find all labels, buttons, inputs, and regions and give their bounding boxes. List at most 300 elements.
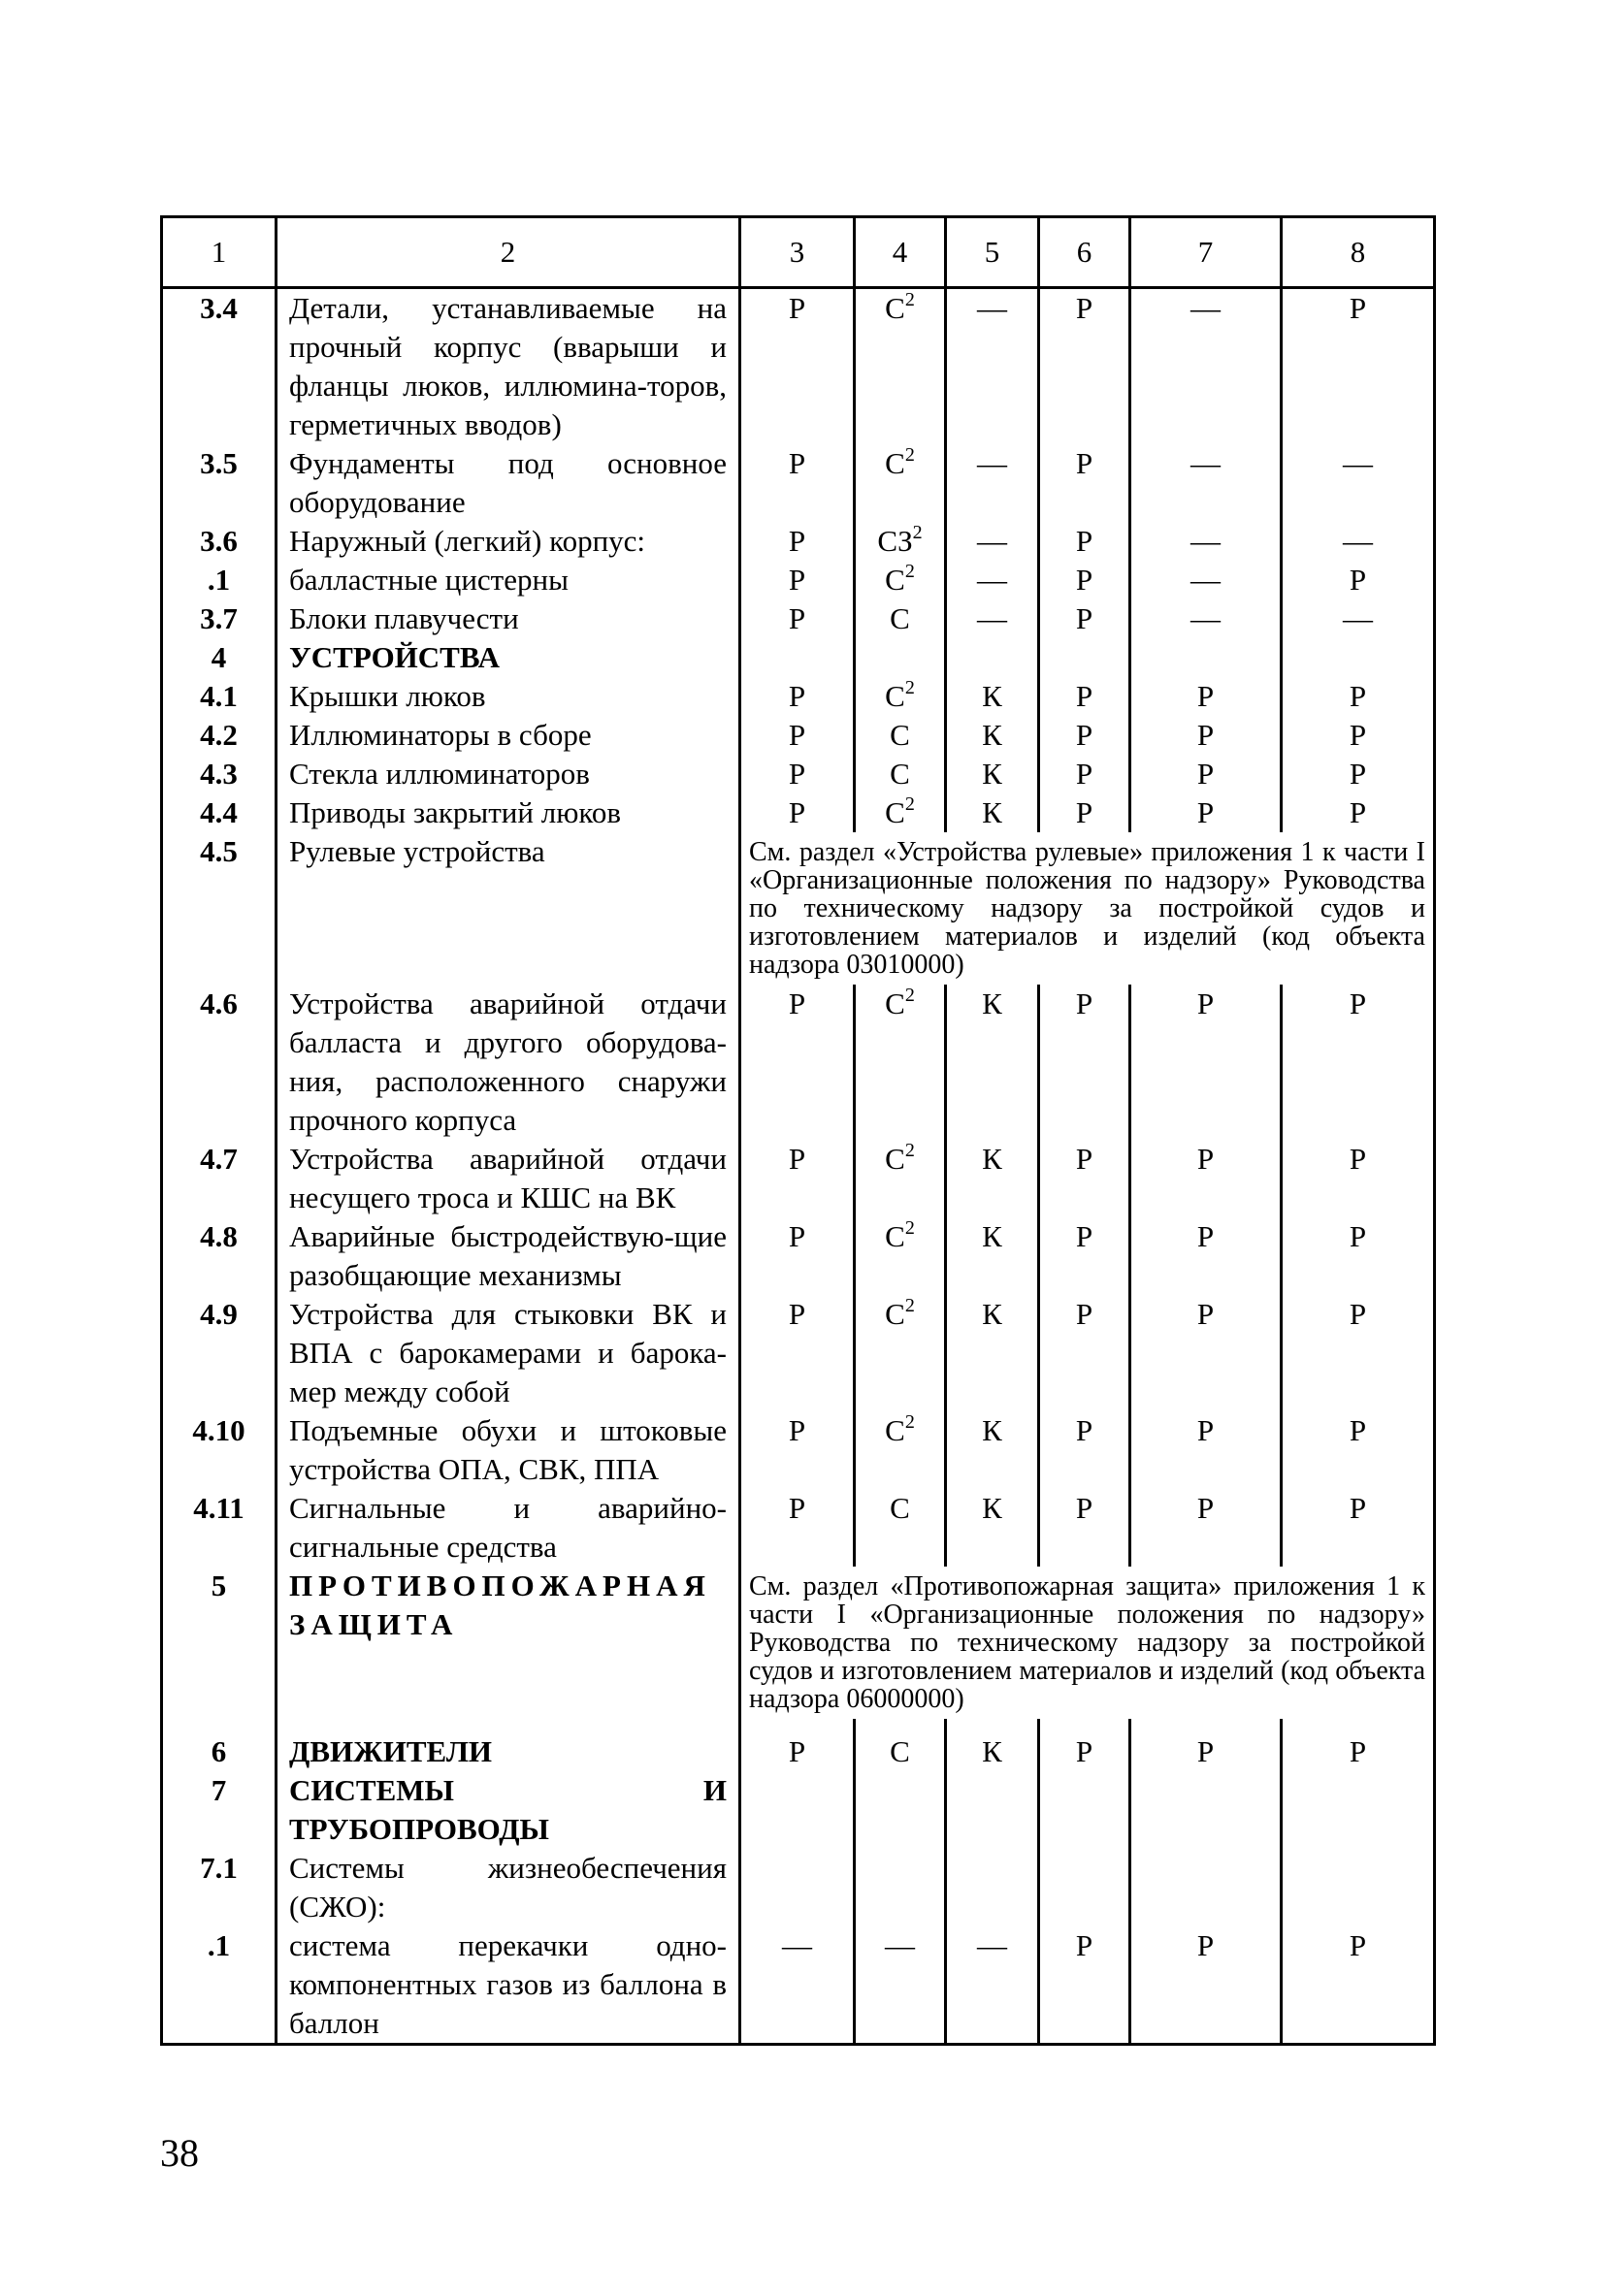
header-cell: 3 [740,217,855,288]
value-text: С [885,1219,905,1253]
value-text: К [982,1142,1002,1176]
spacer-row [162,1719,1435,1732]
table-row [162,522,1435,561]
value-cell [1130,1926,1282,2045]
value-text: — [1190,446,1221,480]
row-description: балластные цистерны [277,561,740,599]
value-cell [740,755,855,793]
value-cell [1282,716,1435,755]
value-text: К [982,1219,1002,1253]
value-text: К [982,986,1002,1020]
value-cell [1130,1771,1282,1849]
table-body [162,288,1435,2045]
header-cell: 8 [1282,217,1435,288]
footnote-marker: 2 [904,984,915,1006]
value-cell [1039,1771,1130,1849]
value-cell [1130,677,1282,716]
value-text: Р [788,986,806,1020]
value-cell [1039,716,1130,755]
value-cell [1282,599,1435,638]
value-cell [1130,793,1282,832]
row-number: 4.9 [200,1297,238,1331]
value-cell [946,1732,1039,1771]
value-text: Р [1075,986,1093,1020]
row-description: Аварийные быстродействую-щие разобщающие механизмы [277,1217,740,1295]
spacer-cell [277,1719,740,1732]
row-description: Устройства для стыковки ВК и ВПА с барокамерами и барока-мер между собой [277,1295,740,1411]
value-cell [1130,522,1282,561]
value-cell [946,638,1039,677]
row-number: 4 [211,640,227,674]
value-text: Р [788,1413,806,1447]
value-cell [1039,1217,1130,1295]
value-text: Р [1075,1491,1093,1525]
value-cell [740,638,855,677]
value-cell [855,985,946,1140]
value-text: — [782,1928,812,1962]
value-text: Р [1349,986,1367,1020]
value-text: — [1343,524,1373,558]
value-text: С [885,1142,905,1176]
row-number: 5 [211,1568,227,1602]
value-cell [855,716,946,755]
footnote-marker: 2 [904,560,915,582]
value-cell [1282,1140,1435,1217]
value-cell [855,1489,946,1567]
value-text: С [885,1297,905,1331]
value-cell [740,1140,855,1217]
row-description: СИСТЕМЫ И ТРУБОПРОВОДЫ [277,1771,740,1849]
row-description: ПРОТИВОПОЖАРНАЯ ЗАЩИТА [277,1567,740,1719]
value-cell [740,288,855,445]
spacer-cell [855,1719,946,1732]
value-text: Р [1349,795,1367,829]
value-cell [1282,444,1435,522]
value-cell [1039,599,1130,638]
table-row [162,716,1435,755]
value-cell [946,793,1039,832]
spacer-cell [740,1719,855,1732]
value-cell [1130,985,1282,1140]
page-number: 38 [160,2131,199,2175]
footnote-marker: 2 [904,792,915,815]
value-cell [855,755,946,793]
value-text: Р [1349,1297,1367,1331]
value-text: Р [1196,795,1215,829]
row-number: .1 [207,1928,231,1962]
spacer-cell [162,1719,277,1732]
value-cell [855,1732,946,1771]
value-cell [740,1489,855,1567]
value-cell [740,1411,855,1489]
spacer-cell [1039,1719,1130,1732]
value-text: Р [788,601,806,635]
table-row [162,832,1435,985]
value-cell [946,288,1039,445]
value-cell [1282,522,1435,561]
row-number: 3.6 [200,524,238,558]
value-cell [1039,1295,1130,1411]
value-text: Р [1196,679,1215,713]
value-text: — [977,291,1007,325]
value-text: — [1343,446,1373,480]
value-text: К [982,718,1002,752]
row-number: .1 [207,563,231,597]
value-text: С [885,795,905,829]
spacer-cell [1130,1719,1282,1732]
row-description: УСТРОЙСТВА [277,638,740,677]
header-cell: 2 [277,217,740,288]
value-cell [740,985,855,1140]
row-description: система перекачки одно-компонентных газов из баллона в баллон [277,1926,740,2045]
value-text: С [885,563,905,597]
table-header-row [162,217,1435,288]
value-cell [1282,793,1435,832]
value-text: Р [1075,1297,1093,1331]
value-cell [1130,288,1282,445]
row-number: 6 [211,1734,227,1768]
value-cell [1282,985,1435,1140]
value-text: СЗ [877,524,913,558]
value-cell [946,1849,1039,1926]
value-text: Р [1075,446,1093,480]
table-row [162,677,1435,716]
value-cell [946,599,1039,638]
value-cell [1039,1489,1130,1567]
value-text: Р [788,1219,806,1253]
table-row [162,755,1435,793]
row-description: Наружный (легкий) корпус: [277,522,740,561]
row-number: 3.4 [200,291,238,325]
value-cell [1130,1732,1282,1771]
table-row [162,638,1435,677]
value-text: Р [788,1491,806,1525]
row-note: См. раздел «Противопожарная защита» приложения 1 к части I «Организационные положения по надзору» Руководства по техническому надзору за постройкой судов и изготовлением материалов и изделий (код объекта надзора 06000000) [740,1567,1435,1719]
table-row [162,561,1435,599]
value-cell [1039,985,1130,1140]
row-description: ДВИЖИТЕЛИ [277,1732,740,1771]
table-row [162,444,1435,522]
footnote-marker: 2 [904,1410,915,1433]
footnote-marker: 2 [904,443,915,466]
value-text: Р [1075,563,1093,597]
value-cell [740,1732,855,1771]
value-text: С [890,1491,910,1525]
value-cell [740,522,855,561]
value-cell [1130,638,1282,677]
value-text: К [982,1413,1002,1447]
row-number: 4.3 [200,757,238,791]
value-cell [1039,1140,1130,1217]
row-number: 4.7 [200,1142,238,1176]
value-text: К [982,795,1002,829]
value-cell [946,755,1039,793]
value-text: Р [1196,757,1215,791]
value-cell [740,1926,855,2045]
classification-table [160,215,1436,2046]
value-cell [946,444,1039,522]
row-description: Иллюминаторы в сборе [277,716,740,755]
value-cell [1282,638,1435,677]
row-number: 4.2 [200,718,238,752]
value-text: — [1190,601,1221,635]
value-text: С [885,1413,905,1447]
table-row [162,1732,1435,1771]
row-description: Рулевые устройства [277,832,740,985]
value-cell [855,1771,946,1849]
value-text: — [885,1928,915,1962]
row-description: Приводы закрытий люков [277,793,740,832]
value-cell [1039,288,1130,445]
value-text: Р [788,1297,806,1331]
row-number: 4.5 [200,834,238,868]
value-cell [855,1411,946,1489]
value-text: Р [1196,718,1215,752]
value-text: — [1190,291,1221,325]
row-description: Системы жизнеобеспечения (СЖО): [277,1849,740,1926]
value-cell [1130,1411,1282,1489]
value-text: Р [1075,1734,1093,1768]
value-text: Р [1196,1734,1215,1768]
value-text: Р [788,795,806,829]
footnote-marker: 2 [904,1294,915,1316]
value-cell [1282,288,1435,445]
value-cell [1282,1217,1435,1295]
value-cell [1039,1849,1130,1926]
value-text: Р [788,291,806,325]
row-number: 4.11 [193,1491,244,1525]
value-cell [1039,638,1130,677]
value-text: Р [1075,718,1093,752]
value-text: Р [788,446,806,480]
value-text: Р [1349,1142,1367,1176]
value-cell [740,1217,855,1295]
value-text: С [890,718,910,752]
row-number: 3.5 [200,446,238,480]
value-text: Р [1349,1413,1367,1447]
value-text: Р [1349,1734,1367,1768]
value-cell [1282,1732,1435,1771]
value-text: Р [1349,718,1367,752]
value-text: Р [1075,1928,1093,1962]
value-text: Р [1075,1142,1093,1176]
header-cell: 7 [1130,217,1282,288]
value-text: — [977,446,1007,480]
value-text: Р [1349,1928,1367,1962]
value-cell [1039,755,1130,793]
value-cell [946,1411,1039,1489]
value-cell [946,1140,1039,1217]
value-text: Р [1196,1219,1215,1253]
value-cell [1039,561,1130,599]
value-cell [946,522,1039,561]
table-row [162,793,1435,832]
row-description: Сигнальные и аварийно-сигнальные средства [277,1489,740,1567]
header-cell: 1 [162,217,277,288]
value-cell [740,716,855,755]
value-text: — [977,601,1007,635]
row-description: Устройства аварийной отдачи несущего троса и КШС на ВК [277,1140,740,1217]
row-description: Детали, устанавливаемые на прочный корпус (вварыши и фланцы люков, иллюмина-торов, герметичных вводов) [277,288,740,445]
value-text: С [885,679,905,713]
value-cell [946,1295,1039,1411]
value-cell [740,677,855,716]
value-cell [855,1295,946,1411]
value-cell [1039,793,1130,832]
value-cell [1039,522,1130,561]
value-text: Р [788,757,806,791]
row-description: Устройства аварийной отдачи балласта и другого оборудова-ния, расположенного снаружи прочного корпуса [277,985,740,1140]
value-cell [1130,1217,1282,1295]
value-text: К [982,1491,1002,1525]
value-cell [1282,1411,1435,1489]
value-text: Р [1349,1491,1367,1525]
value-text: Р [1196,1297,1215,1331]
value-cell [1130,599,1282,638]
value-text: — [1343,601,1373,635]
value-text: Р [1349,679,1367,713]
value-cell [1130,1140,1282,1217]
value-text: Р [1196,1142,1215,1176]
value-cell [1130,716,1282,755]
value-text: К [982,1734,1002,1768]
value-cell [1282,1849,1435,1926]
row-number: 7 [211,1773,227,1807]
row-number: 3.7 [200,601,238,635]
value-text: Р [1349,563,1367,597]
row-number: 4.8 [200,1219,238,1253]
value-text: Р [1349,757,1367,791]
value-text: — [977,1928,1007,1962]
value-cell [946,677,1039,716]
value-cell [855,1140,946,1217]
value-cell [1282,755,1435,793]
row-number: 7.1 [200,1851,238,1885]
value-text: Р [1349,1219,1367,1253]
value-text: Р [788,1142,806,1176]
value-text: — [1190,524,1221,558]
value-cell [1039,1926,1130,2045]
table-row [162,1926,1435,2045]
value-cell [740,1295,855,1411]
value-text: Р [1196,1413,1215,1447]
value-text: Р [788,718,806,752]
value-text: С [885,291,905,325]
footnote-marker: 2 [904,1216,915,1239]
value-cell [740,1771,855,1849]
table-row [162,985,1435,1140]
value-cell [946,1771,1039,1849]
header-cell: 4 [855,217,946,288]
value-text: Р [788,524,806,558]
value-text: С [890,601,910,635]
spacer-cell [1282,1719,1435,1732]
table-row [162,1295,1435,1411]
spacer-cell [946,1719,1039,1732]
row-description: Фундаменты под основное оборудование [277,444,740,522]
value-cell [946,1489,1039,1567]
row-description: Стекла иллюминаторов [277,755,740,793]
value-cell [946,1217,1039,1295]
value-cell [740,561,855,599]
row-number: 4.10 [192,1413,245,1447]
value-cell [740,1849,855,1926]
value-cell [946,716,1039,755]
row-description: Подъемные обухи и штоковые устройства ОПА, СВК, ППА [277,1411,740,1489]
value-text: С [890,757,910,791]
table-row [162,1849,1435,1926]
value-cell [855,561,946,599]
value-text: Р [1075,524,1093,558]
header-cell: 6 [1039,217,1130,288]
table-row [162,1411,1435,1489]
value-cell [855,1849,946,1926]
value-text: Р [788,679,806,713]
row-description: Крышки люков [277,677,740,716]
value-cell [1039,1732,1130,1771]
footnote-marker: 2 [904,288,915,310]
value-cell [740,793,855,832]
value-text: Р [1075,757,1093,791]
footnote-marker: 2 [912,521,923,543]
value-text: Р [1075,795,1093,829]
value-cell [1282,561,1435,599]
table-row [162,288,1435,445]
value-cell [946,1926,1039,2045]
value-cell [855,677,946,716]
value-cell [1130,1489,1282,1567]
value-text: Р [1075,1219,1093,1253]
value-cell [1282,677,1435,716]
table-row [162,1217,1435,1295]
table-row [162,599,1435,638]
value-cell [1282,1295,1435,1411]
value-text: — [1190,563,1221,597]
row-number: 4.4 [200,795,238,829]
value-text: Р [1075,601,1093,635]
value-cell [855,638,946,677]
value-cell [1282,1771,1435,1849]
value-text: Р [1075,1413,1093,1447]
value-text: С [885,446,905,480]
value-text: Р [1075,679,1093,713]
value-text: Р [1075,291,1093,325]
value-text: Р [1196,986,1215,1020]
value-text: Р [788,1734,806,1768]
value-cell [855,288,946,445]
value-cell [946,985,1039,1140]
header-cell: 5 [946,217,1039,288]
table-row [162,1140,1435,1217]
footnote-marker: 2 [904,1139,915,1161]
value-text: Р [1196,1491,1215,1525]
table-row [162,1567,1435,1719]
value-cell [1130,1295,1282,1411]
row-description: Блоки плавучести [277,599,740,638]
value-text: — [977,524,1007,558]
value-cell [946,561,1039,599]
value-cell [1039,444,1130,522]
value-cell [1282,1926,1435,2045]
value-text: — [977,563,1007,597]
value-cell [1039,1411,1130,1489]
value-cell [855,1926,946,2045]
value-cell [855,599,946,638]
value-text: Р [788,563,806,597]
value-cell [1130,1849,1282,1926]
value-text: С [890,1734,910,1768]
value-text: К [982,757,1002,791]
